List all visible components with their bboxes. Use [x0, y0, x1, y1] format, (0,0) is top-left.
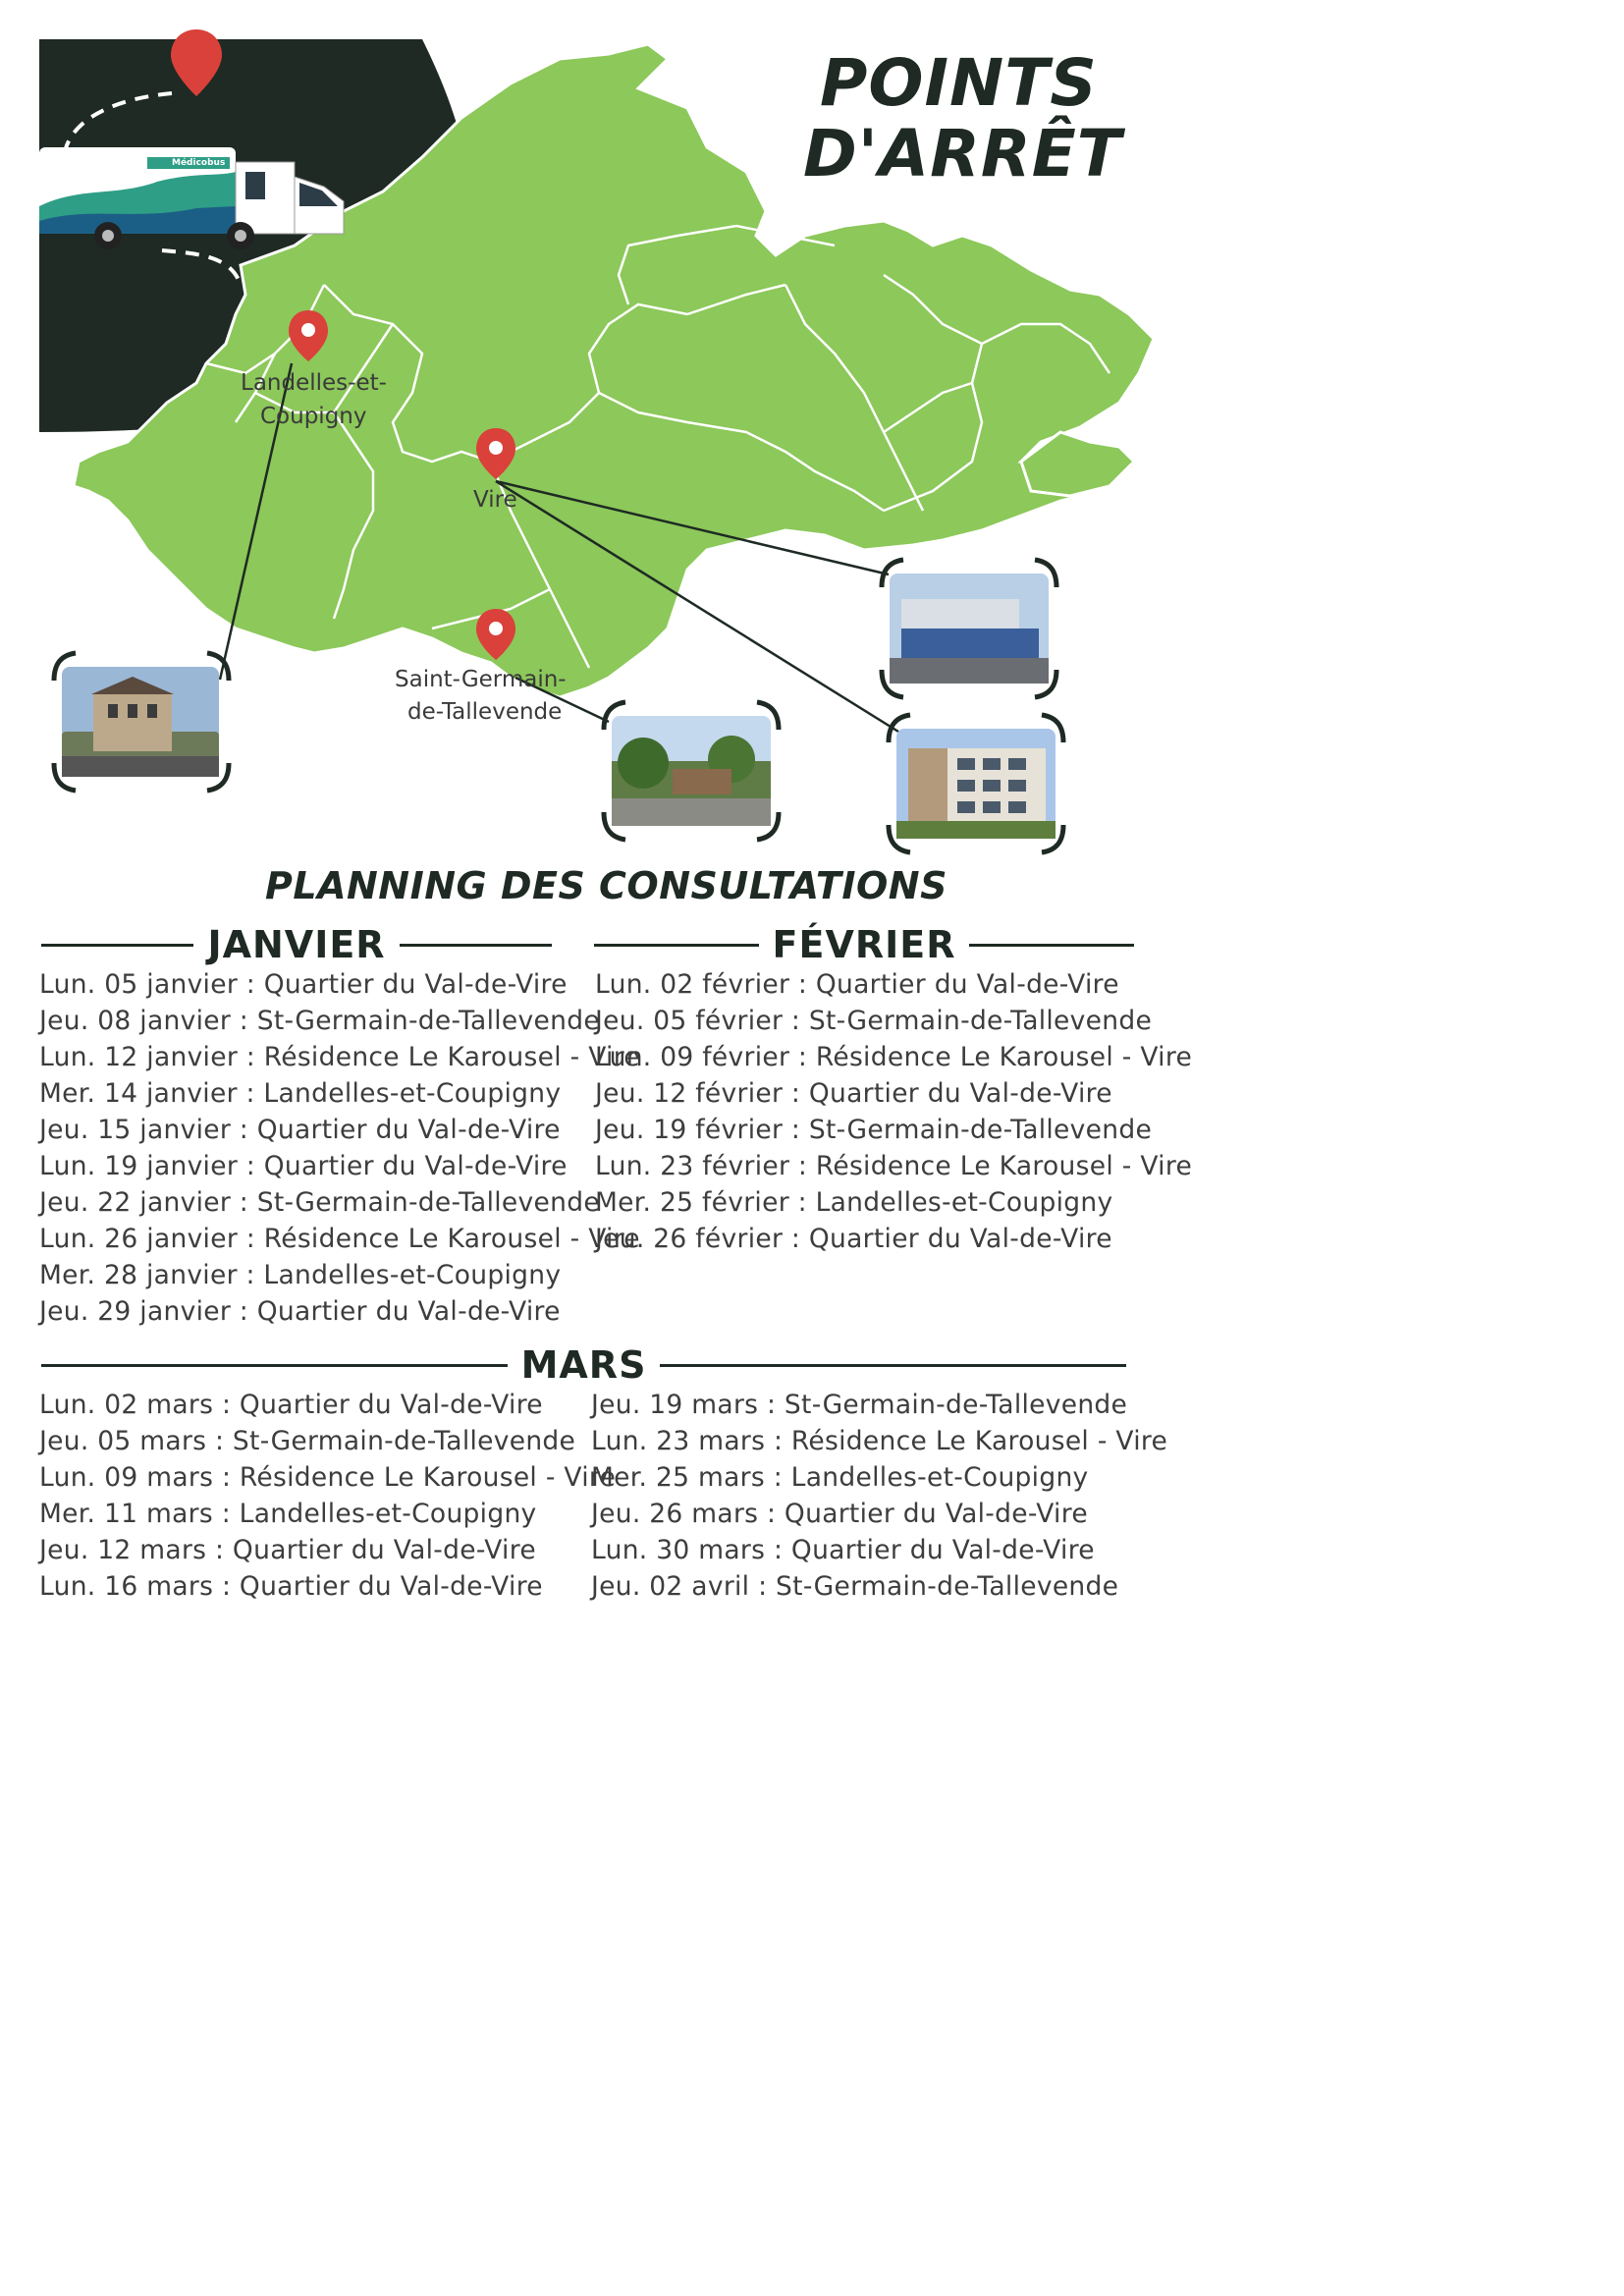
schedule-entry: Jeu. 29 janvier : Quartier du Val-de-Vire	[39, 1296, 561, 1327]
schedule-list-mars-left	[39, 1387, 616, 1605]
schedule-entry: Jeu. 12 février : Quartier du Val-de-Vire	[595, 1078, 1112, 1109]
schedule-entry: Lun. 30 mars : Quartier du Val-de-Vire	[591, 1535, 1095, 1565]
planning-title: PLANNING DES CONSULTATIONS	[265, 864, 947, 907]
town-label-vire: Vire	[473, 487, 517, 513]
schedule-entry: Lun. 23 mars : Résidence Le Karousel - Vire	[591, 1426, 1168, 1456]
schedule-entry: Jeu. 19 mars : St-Germain-de-Tallevende	[591, 1390, 1128, 1420]
divider	[969, 944, 1134, 947]
photo-vire-apartments	[889, 715, 1063, 852]
photo-landelles	[54, 653, 229, 791]
schedule-entry: Lun. 09 février : Résidence Le Karousel - Vire	[595, 1042, 1193, 1072]
schedule-entry: Lun. 05 janvier : Quartier du Val-de-Vire	[39, 969, 568, 1000]
town-label-landelles-2: Coupigny	[260, 404, 367, 429]
schedule-entry: Lun. 02 février : Quartier du Val-de-Vire	[595, 969, 1119, 1000]
town-label-saint-germain: Saint-Germain-	[395, 667, 567, 692]
schedule-entry: Mer. 11 mars : Landelles-et-Coupigny	[39, 1499, 537, 1529]
schedule-entry: Lun. 09 mars : Résidence Le Karousel - Vire	[39, 1462, 617, 1493]
schedule-entry: Lun. 16 mars : Quartier du Val-de-Vire	[39, 1571, 543, 1602]
divider	[41, 1364, 508, 1367]
schedule-entry: Jeu. 05 mars : St-Germain-de-Tallevende	[39, 1426, 576, 1456]
schedule-list-janvier	[39, 966, 640, 1330]
schedule-list-fevrier	[595, 966, 1192, 1257]
schedule-entry: Jeu. 19 février : St-Germain-de-Tallevende	[595, 1115, 1153, 1145]
schedule-entry: Jeu. 26 mars : Quartier du Val-de-Vire	[591, 1499, 1088, 1529]
schedule-entry: Lun. 23 février : Résidence Le Karousel - Vire	[595, 1151, 1193, 1181]
divider	[594, 944, 759, 947]
schedule-entry: Lun. 12 janvier : Résidence Le Karousel - Vire	[39, 1042, 640, 1072]
month-header-mars	[41, 1343, 1126, 1387]
schedule-entry: Jeu. 02 avril : St-Germain-de-Tallevende	[591, 1571, 1119, 1602]
month-header-fevrier	[594, 923, 1134, 966]
schedule-entry: Jeu. 15 janvier : Quartier du Val-de-Vire	[39, 1115, 561, 1145]
month-name-fevrier: FÉVRIER	[772, 923, 956, 966]
schedule-entry: Jeu. 12 mars : Quartier du Val-de-Vire	[39, 1535, 536, 1565]
schedule-entry: Jeu. 22 janvier : St-Germain-de-Tallevende	[39, 1187, 600, 1218]
divider	[660, 1364, 1126, 1367]
town-label-saint-germain-2: de-Tallevende	[407, 699, 563, 725]
town-label-landelles: Landelles-et-	[241, 370, 387, 396]
schedule-entry: Mer. 28 janvier : Landelles-et-Coupigny	[39, 1260, 562, 1290]
divider	[41, 944, 193, 947]
schedule-list-mars-right	[591, 1387, 1167, 1605]
photo-vire-residence	[882, 560, 1056, 697]
schedule-entry: Jeu. 05 février : St-Germain-de-Tallevende	[595, 1006, 1153, 1036]
divider	[400, 944, 552, 947]
bus-brand-text: Médicobus	[172, 158, 226, 168]
schedule-entry: Mer. 14 janvier : Landelles-et-Coupigny	[39, 1078, 562, 1109]
schedule-entry: Jeu. 26 février : Quartier du Val-de-Vire	[595, 1224, 1112, 1254]
schedule-entry: Lun. 19 janvier : Quartier du Val-de-Vire	[39, 1151, 568, 1181]
page-title-line1: POINTS	[820, 45, 1098, 121]
photo-saint-germain	[604, 702, 779, 840]
month-name-janvier: JANVIER	[207, 923, 386, 966]
schedule-entry: Mer. 25 mars : Landelles-et-Coupigny	[591, 1462, 1089, 1493]
month-header-janvier	[41, 923, 552, 966]
schedule-entry: Mer. 25 février : Landelles-et-Coupigny	[595, 1187, 1113, 1218]
schedule-entry: Lun. 26 janvier : Résidence Le Karousel - Vire	[39, 1224, 640, 1254]
schedule-entry: Lun. 02 mars : Quartier du Val-de-Vire	[39, 1390, 543, 1420]
month-name-mars: MARS	[520, 1343, 647, 1387]
page-title-line2: D'ARRÊT	[803, 116, 1122, 191]
schedule-entry: Jeu. 08 janvier : St-Germain-de-Tallevende	[39, 1006, 600, 1036]
